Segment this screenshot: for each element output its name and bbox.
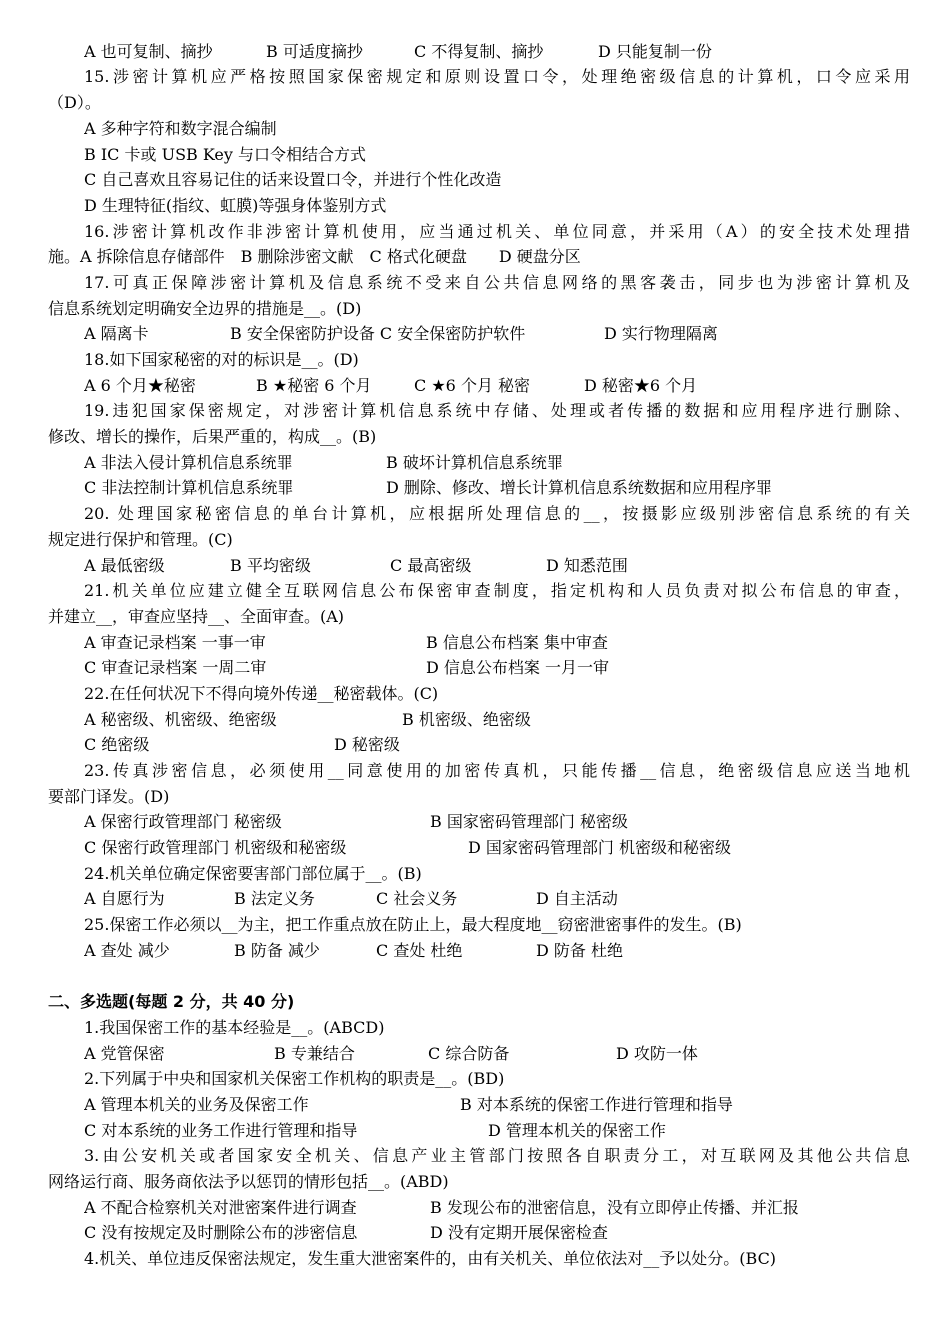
option-text: A 非法入侵计算机信息系统罪: [84, 453, 293, 472]
options-line: [84, 1092, 940, 1118]
question-line: 25.保密工作必须以__为主，把工作重点放在防止上，最大程度地__窃密泄密事件的发生。(B): [84, 915, 742, 934]
option-text: C 绝密级: [84, 735, 150, 754]
option-text: A 秘密级、机密级、绝密级: [84, 710, 277, 729]
option-text: B 机密级、绝密级: [402, 710, 531, 729]
options-line: [84, 732, 940, 758]
option-text: B 防备 减少: [234, 941, 320, 960]
option-text: D 只能复制一份: [598, 42, 712, 61]
options-line: [84, 809, 940, 835]
options-line: [84, 321, 940, 347]
question-line: 23.传真涉密信息，必须使用__同意使用的加密传真机，只能传播__信息，绝密级信息应送当地机: [84, 761, 910, 780]
question-line: 4.机关、单位违反保密法规定，发生重大泄密案件的，由有关机关、单位依法对__予以处分。(BC): [84, 1249, 777, 1268]
option-text: D 删除、修改、增长计算机信息系统数据和应用程序罪: [386, 478, 772, 497]
question-line: 网络运行商、服务商依法予以惩罚的情形包括__。(ABD): [48, 1172, 449, 1191]
option-text: A 6 个月★秘密: [84, 376, 196, 395]
option-text: A 不配合检察机关对泄密案件进行调查: [84, 1198, 357, 1217]
options-line: [84, 553, 940, 579]
options-line: [84, 39, 940, 65]
question-line: 21.机关单位应建立健全互联网信息公布保密审查制度，指定机构和人员负责对拟公布信息的审查，: [84, 581, 910, 600]
option-text: C 保密行政管理部门 机密级和秘密级: [84, 838, 347, 857]
question-line: 22.在任何状况下不得向境外传递__秘密载体。(C): [84, 684, 439, 703]
option-text: B 专兼结合: [274, 1044, 355, 1063]
option-text: C ★6 个月 秘密: [414, 376, 531, 395]
option-text: A 保密行政管理部门 秘密级: [84, 812, 282, 831]
option-text: C 对本系统的业务工作进行管理和指导: [84, 1121, 358, 1140]
option-text: C 没有按规定及时删除公布的涉密信息: [84, 1223, 358, 1242]
options-line: [84, 193, 940, 219]
option-text: C 社会义务: [376, 889, 458, 908]
options-line: [84, 373, 940, 399]
option-text: B 可适度摘抄: [266, 42, 363, 61]
question-line: （D）。: [48, 93, 101, 112]
option-text: C 最高密级: [390, 556, 472, 575]
question-line: 1.我国保密工作的基本经验是__。(ABCD): [84, 1018, 385, 1037]
option-text: D 没有定期开展保密检查: [430, 1223, 608, 1242]
question-line: 施。A 拆除信息存储部件 B 删除涉密文献 C 格式化硬盘 D 硬盘分区: [48, 247, 581, 266]
option-text: C 自己喜欢且容易记住的话来设置口令，并进行个性化改造: [84, 170, 502, 189]
option-text: C 审查记录档案 一周二审: [84, 658, 267, 677]
option-text: D 知悉范围: [546, 556, 628, 575]
question-line: 要部门译发。(D): [48, 787, 170, 806]
option-text: B 对本系统的保密工作进行管理和指导: [460, 1095, 733, 1114]
option-text: C 查处 杜绝: [376, 941, 463, 960]
option-text: D 国家密码管理部门 机密级和秘密级: [468, 838, 732, 857]
options-line: [84, 655, 940, 681]
options-line: [84, 886, 940, 912]
options-line: [84, 475, 940, 501]
option-text: B 安全保密防护设备 C 安全保密防护软件: [230, 324, 526, 343]
question-line: 规定进行保护和管理。(C): [48, 530, 233, 549]
question-line: 2.下列属于中央和国家机关保密工作机构的职责是__。(BD): [84, 1069, 505, 1088]
options-line: [84, 116, 940, 142]
option-text: B 平均密级: [230, 556, 311, 575]
option-text: A 审查记录档案 一事一审: [84, 633, 266, 652]
option-text: A 党管保密: [84, 1044, 165, 1063]
option-text: D 实行物理隔离: [604, 324, 718, 343]
option-text: A 查处 减少: [84, 941, 170, 960]
option-text: B 国家密码管理部门 秘密级: [430, 812, 628, 831]
option-text: B 破坏计算机信息系统罪: [386, 453, 563, 472]
options-line: [84, 1041, 940, 1067]
options-line: [84, 142, 940, 168]
option-text: D 秘密级: [334, 735, 400, 754]
option-text: A 管理本机关的业务及保密工作: [84, 1095, 309, 1114]
option-text: B 信息公布档案 集中审查: [426, 633, 608, 652]
option-text: A 多种字符和数字混合编制: [84, 119, 277, 138]
option-text: C 综合防备: [428, 1044, 510, 1063]
option-text: D 生理特征(指纹、虹膜)等强身体鉴别方式: [84, 196, 387, 215]
question-line: 18.如下国家秘密的对的标识是__。(D): [84, 350, 359, 369]
options-line: [84, 630, 940, 656]
options-line: [84, 938, 940, 964]
option-text: D 攻防一体: [616, 1044, 698, 1063]
options-line: [84, 1195, 940, 1221]
option-text: C 非法控制计算机信息系统罪: [84, 478, 294, 497]
option-text: D 秘密★6 个月: [584, 376, 698, 395]
question-line: 20. 处理国家秘密信息的单台计算机，应根据所处理信息的__，按摄影应级别涉密信息系统的有关: [84, 504, 910, 523]
option-text: A 也可复制、摘抄: [84, 42, 213, 61]
options-line: [84, 835, 940, 861]
option-text: C 不得复制、摘抄: [414, 42, 544, 61]
question-line: 并建立__，审查应坚持__、全面审查。(A): [48, 607, 345, 626]
option-text: A 最低密级: [84, 556, 165, 575]
option-text: A 隔离卡: [84, 324, 149, 343]
options-line: [84, 1220, 940, 1246]
option-text: A 自愿行为: [84, 889, 165, 908]
question-line: 信息系统划定明确安全边界的措施是__。(D): [48, 299, 362, 318]
section-heading: 二、多选题(每题 2 分，共 40 分): [48, 992, 295, 1011]
question-line: 15.涉密计算机应严格按照国家保密规定和原则设置口令，处理绝密级信息的计算机，口令应采用: [84, 67, 910, 86]
question-line: 修改、增长的操作，后果严重的，构成__。(B): [48, 427, 377, 446]
question-line: 16.涉密计算机改作非涉密计算机使用，应当通过机关、单位同意，并采用（A）的安全技术处理措: [84, 222, 910, 241]
option-text: D 管理本机关的保密工作: [488, 1121, 666, 1140]
options-line: [84, 1118, 940, 1144]
option-text: B 发现公布的泄密信息，没有立即停止传播、并汇报: [430, 1198, 799, 1217]
question-line: 19.违犯国家保密规定，对涉密计算机信息系统中存储、处理或者传播的数据和应用程序进行删除、: [84, 401, 910, 420]
option-text: D 自主活动: [536, 889, 618, 908]
options-line: [84, 707, 940, 733]
options-line: [84, 450, 940, 476]
question-line: 17.可真正保障涉密计算机及信息系统不受来自公共信息网络的黑客袭击，同步也为涉密计算机及: [84, 273, 910, 292]
option-text: D 信息公布档案 一月一审: [426, 658, 610, 677]
options-line: [84, 167, 940, 193]
option-text: B ★秘密 6 个月: [256, 376, 372, 395]
option-text: D 防备 杜绝: [536, 941, 624, 960]
question-line: 3.由公安机关或者国家安全机关、信息产业主管部门按照各自职责分工，对互联网及其他公共信息: [84, 1146, 910, 1165]
option-text: B 法定义务: [234, 889, 315, 908]
question-line: 24.机关单位确定保密要害部门部位属于__。(B): [84, 864, 422, 883]
option-text: B IC 卡或 USB Key 与口令相结合方式: [84, 145, 366, 164]
